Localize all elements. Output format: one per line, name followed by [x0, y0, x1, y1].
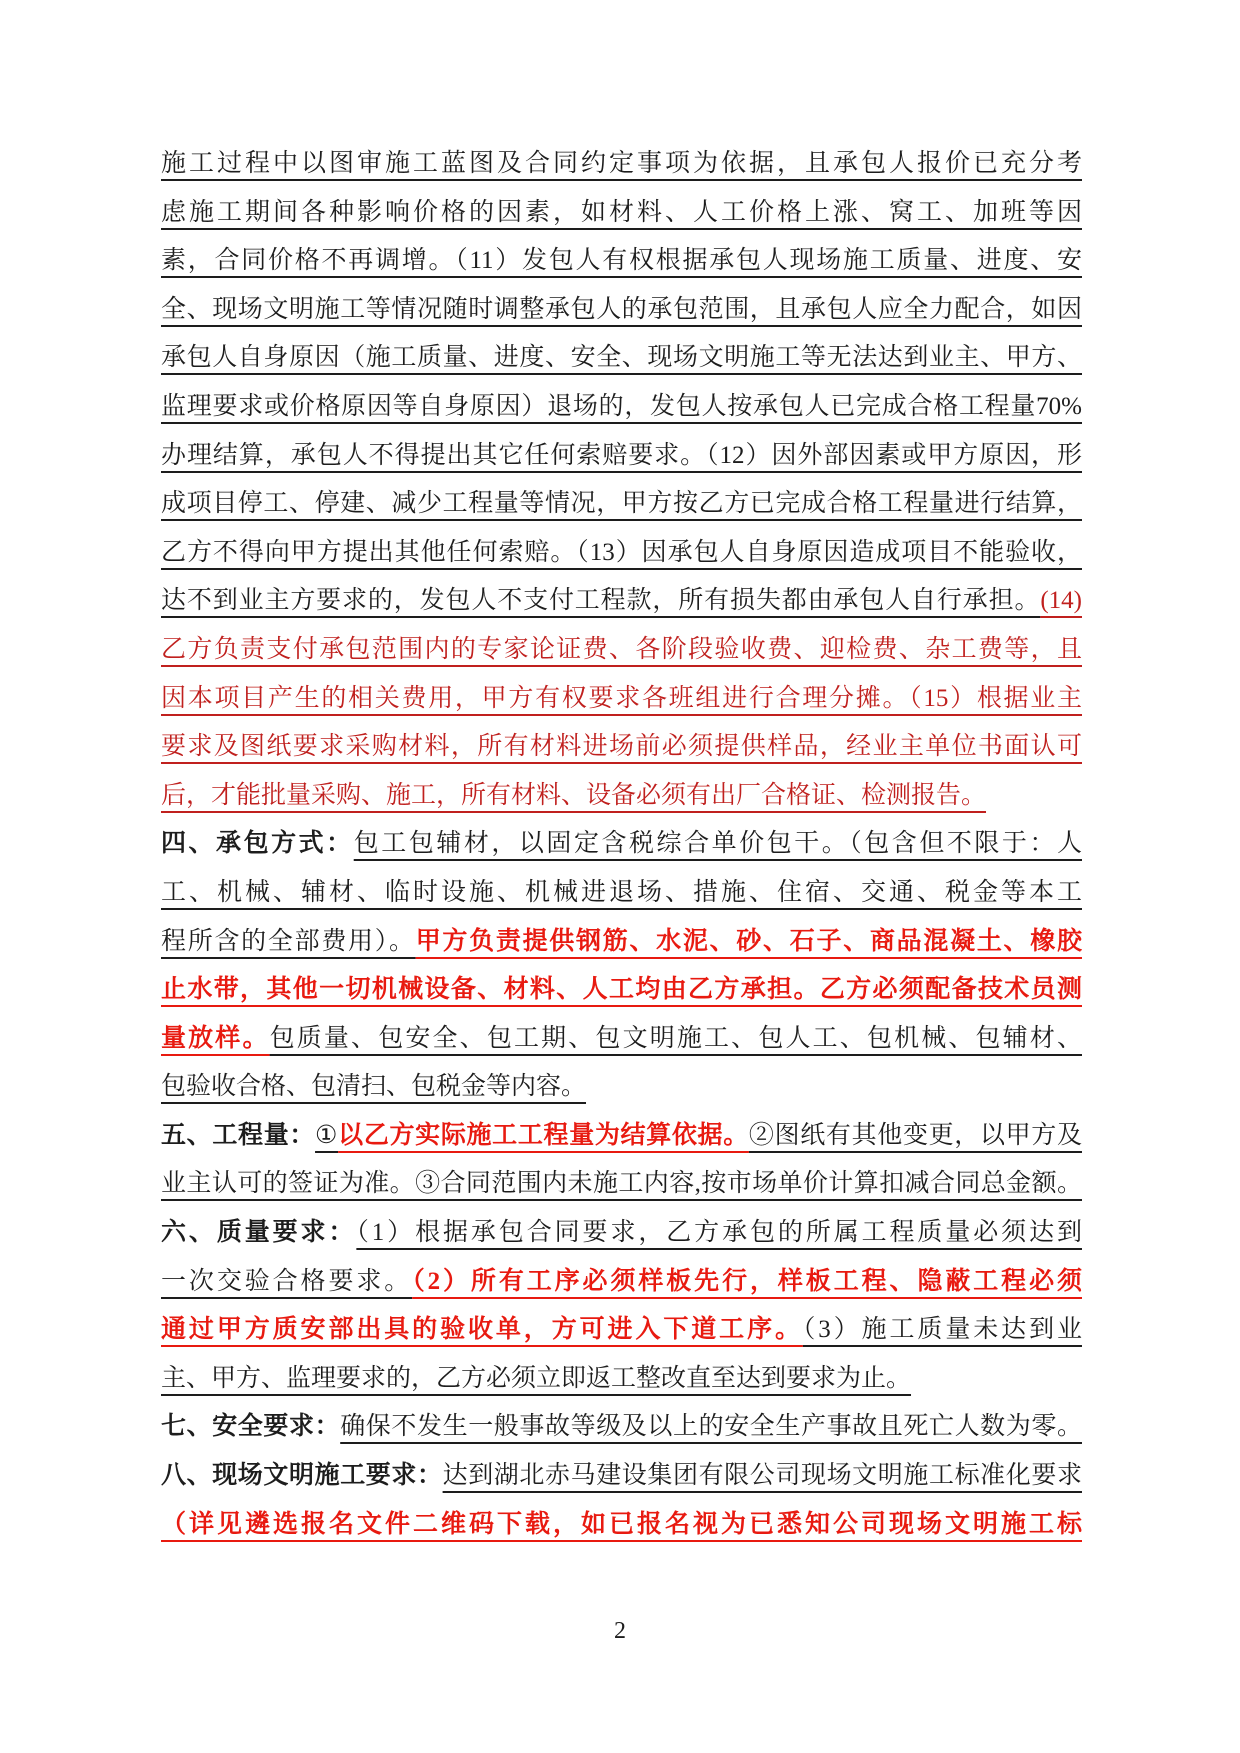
text-line [161, 432, 1082, 481]
text-line [161, 237, 1082, 286]
text-line [161, 869, 1082, 918]
text-segment: ②图纸有其他变更，以甲方及 [748, 1121, 1082, 1149]
text-segment: 通过甲方质安部出具的验收单，方可进入下道工序。 [161, 1316, 803, 1344]
text-segment: 后，才能批量采购、施工，所有材料、设备必须有出厂合格证、检测报告。 [161, 781, 987, 809]
section-heading: 七、安全要求： [161, 1413, 341, 1441]
text-segment: 素，合同价格不再调增。（11）发包人有权根据承包人现场施工质量、进度、安 [161, 247, 1082, 275]
text-segment: ① [315, 1121, 339, 1149]
text-line [161, 1209, 1082, 1258]
text-segment: 虑施工期间各种影响价格的因素，如材料、人工价格上涨、窝工、加班等因 [161, 198, 1082, 226]
text-segment: 量放样。 [161, 1024, 270, 1052]
text-line [161, 966, 1082, 1015]
text-segment: 达到湖北赤马建设集团有限公司现场文明施工标准化要求 [442, 1462, 1082, 1490]
text-line [161, 1501, 1082, 1550]
text-line [161, 1452, 1082, 1501]
text-line [161, 820, 1082, 869]
text-line [161, 140, 1082, 189]
contract-text [161, 140, 1082, 1549]
text-segment: 因本项目产生的相关费用，甲方有权要求各班组进行合理分摊。（15）根据业主 [161, 684, 1082, 712]
text-line [161, 529, 1082, 578]
text-line [161, 1015, 1082, 1064]
text-segment: 成项目停工、停建、减少工程量等情况，甲方按乙方已完成合格工程量进行结算， [161, 490, 1082, 518]
text-segment: 业主认可的签证为准。③合同范围内未施工内容,按市场单价计算扣减合同总金额。 [161, 1170, 1082, 1198]
text-line [161, 1063, 1082, 1112]
text-segment: 全、现场文明施工等情况随时调整承包人的承包范围，且承包人应全力配合，如因 [161, 295, 1082, 323]
text-segment: 施工过程中以图审施工蓝图及合同约定事项为依据，且承包人报价已充分考 [161, 150, 1082, 177]
text-segment: （详见遴选报名文件二维码下载，如已报名视为已悉知公司现场文明施工标 [161, 1510, 1082, 1538]
text-line [161, 1258, 1082, 1307]
text-line [161, 675, 1082, 724]
text-line [161, 1160, 1082, 1209]
text-line [161, 480, 1082, 529]
page-number: 2 [614, 1618, 626, 1644]
text-line [161, 286, 1082, 335]
text-segment: 办理结算，承包人不得提出其它任何索赔要求。（12）因外部因素或甲方原因，形 [161, 441, 1082, 469]
text-line [161, 1306, 1082, 1355]
text-line [161, 577, 1082, 626]
section-heading: 八、现场文明施工要求： [161, 1462, 443, 1490]
text-segment: 达不到业主方要求的，发包人不支付工程款，所有损失都由承包人自行承担。 [161, 587, 1041, 615]
text-segment: 确保不发生一般事故等级及以上的安全生产事故且死亡人数为零。 [340, 1413, 1082, 1441]
text-line [161, 772, 1082, 821]
text-segment: 包质量、包安全、包工期、包文明施工、包人工、包机械、包辅材、 [269, 1024, 1082, 1052]
text-segment: （2）所有工序必须样板先行，样板工程、隐蔽工程必须 [412, 1267, 1082, 1295]
text-segment: 以乙方实际施工工程量为结算依据。 [338, 1121, 749, 1149]
text-segment: 要求及图纸要求采购材料，所有材料进场前必须提供样品，经业主单位书面认可 [161, 733, 1082, 761]
section-heading: 五、工程量： [161, 1121, 316, 1149]
text-line [161, 1403, 1082, 1452]
text-line [161, 1112, 1082, 1161]
text-segment: (14) [1040, 587, 1082, 615]
text-segment: 一次交验合格要求。 [161, 1267, 413, 1295]
text-segment: 包工包辅材，以固定含税综合单价包干。（包含但不限于：人 [353, 830, 1082, 858]
section-heading: 四、承包方式： [161, 830, 354, 858]
text-segment: 工、机械、辅材、临时设施、机械进退场、措施、住宿、交通、税金等本工 [161, 878, 1082, 906]
text-segment: 程所含的全部费用）。 [161, 927, 416, 955]
text-segment: （1）根据承包合同要求，乙方承包的所属工程质量必须达到 [356, 1219, 1082, 1247]
text-segment: 承包人自身原因（施工质量、进度、安全、现场文明施工等无法达到业主、甲方、 [161, 344, 1082, 372]
text-segment: 监理要求或价格原因等自身原因）退场的，发包人按承包人已完成合格工程量70% [161, 392, 1082, 420]
text-segment: 乙方不得向甲方提出其他任何索赔。（13）因承包人自身原因造成项目不能验收， [161, 538, 1082, 566]
text-segment: 包验收合格、包清扫、包税金等内容。 [161, 1073, 587, 1101]
text-line [161, 383, 1082, 432]
text-line [161, 189, 1082, 238]
text-segment: 甲方负责提供钢筋、水泥、砂、石子、商品混凝土、橡胶 [415, 927, 1082, 955]
text-line [161, 334, 1082, 383]
text-line [161, 1355, 1082, 1404]
section-heading: 六、质量要求： [161, 1219, 357, 1247]
text-segment: 主、甲方、监理要求的，乙方必须立即返工整改直至达到要求为止。 [161, 1364, 912, 1392]
text-segment: 乙方负责支付承包范围内的专家论证费、各阶段验收费、迎检费、杂工费等，且 [161, 635, 1082, 663]
text-line [161, 918, 1082, 967]
text-segment: 止水带，其他一切机械设备、材料、人工均由乙方承担。乙方必须配备技术员测 [161, 976, 1082, 1004]
text-line [161, 626, 1082, 675]
text-segment: （3）施工质量未达到业 [802, 1316, 1082, 1344]
text-line [161, 723, 1082, 772]
